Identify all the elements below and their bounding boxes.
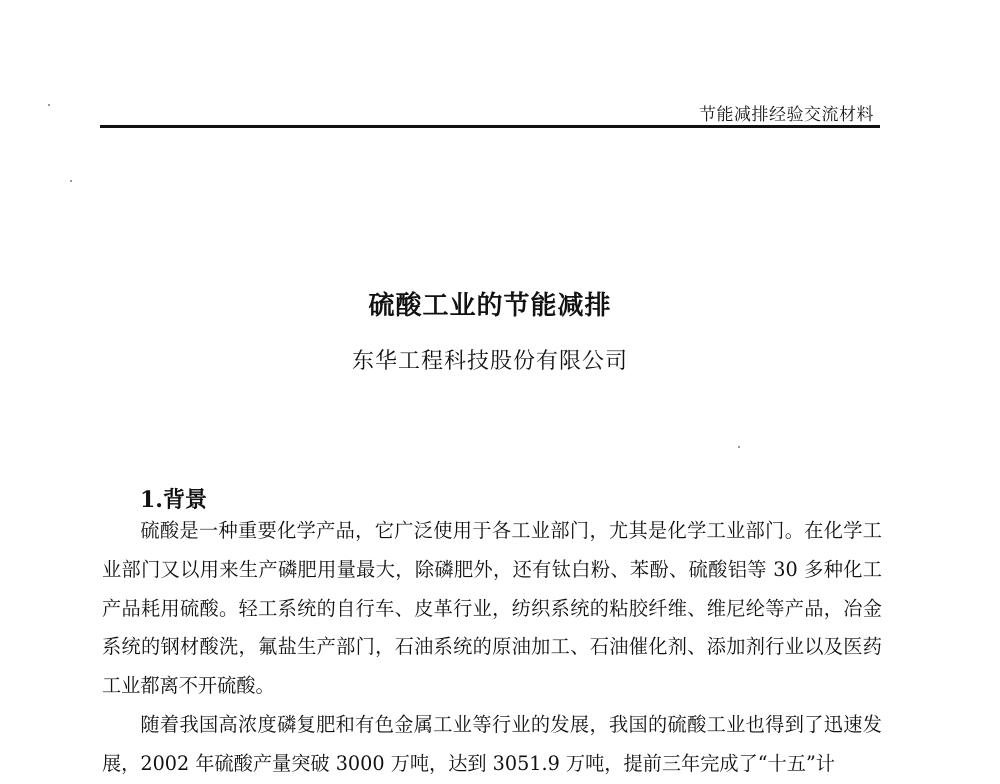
header-rule	[100, 125, 880, 128]
scan-speck	[48, 104, 50, 106]
body-paragraph: 硫酸是一种重要化学产品，它广泛使用于各工业部门，尤其是化学工业部门。在化学工业部门又以用来生产磷肥用量最大，除磷肥外，还有钛白粉、苯酚、硫酸铝等 30 多种化工产品耗用硫酸。轻工系统的自行车、皮革行业，纺织系统的粘胶纤维、维尼纶等产品，冶金系统的钢材酸洗，氟盐生产部门，石油系统的原油加工、石油催化剂、添加剂行业以及医药工业都离不开硫酸。	[102, 519, 882, 698]
article-title: 硫酸工业的节能减排	[368, 291, 612, 322]
article-author: 东华工程科技股份有限公司	[351, 349, 628, 374]
body-paragraph: 随着我国高浓度磷复肥和有色金属工业等行业的发展，我国的硫酸工业也得到了迅速发展，2002 年硫酸产量突破 3000 万吨，达到 3051.9 万吨，提前三年完成了“十五”计	[102, 712, 882, 775]
section-heading: 1.背景	[140, 487, 207, 514]
scan-speck	[70, 180, 72, 182]
scan-speck	[738, 446, 740, 448]
running-header: 节能减排经验交流材料	[699, 105, 874, 125]
article-body	[102, 512, 882, 784]
